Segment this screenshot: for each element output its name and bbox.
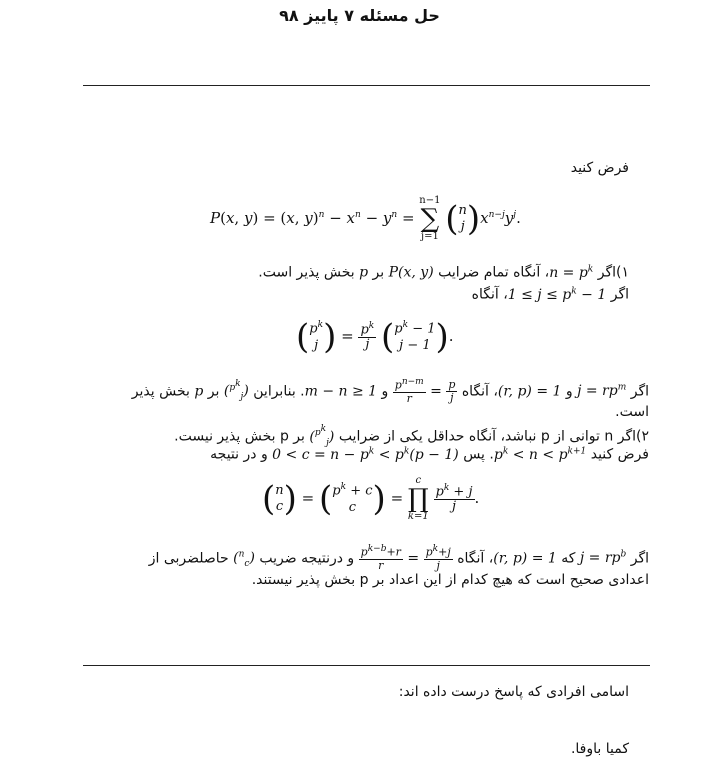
solvers-label: اسامی افرادی که پاسخ درست داده اند:: [398, 684, 629, 700]
page-title: حل مسئله ۷ پاییز ۹۸: [279, 6, 440, 25]
case1-line3: اگر $j = rp^m$ و (r, p) = 1، آنگاه $\frac{p}{j}$ = $\frac{p^{n-m}}{r}$ و m − n ≥ 1. بنابراین ($^{p^k}_j$) بر p بخش پذیر: [131, 377, 649, 405]
equation-binomial-identity: ($p^k$ j ) = $\frac{p^k}{j}$ ($p^k - 1$ j − 1 ).: [296, 317, 454, 357]
case1-line2: اگر $1 \le j \le p^k$ − 1، آنگاه: [471, 286, 629, 303]
case2-line3: اگر $j = rp^b$ که (r, p) = 1، آنگاه $\frac{p^k+j}{j}$ = $\frac{p^{k-b}+r}{r}$ و درنتیجه ضریب ($^n_c$) حاصلضربی از: [148, 544, 649, 572]
case1-line3-end: است.: [615, 404, 649, 420]
top-divider: [83, 85, 650, 86]
intro-text: فرض کنید: [570, 160, 629, 176]
solver-name: کمیا باوفا.: [570, 741, 629, 757]
case1-line1: ۱)اگر $n = p^k،$ آنگاه تمام ضرایب P(x, y) بر p بخش پذیر است.: [258, 264, 629, 281]
case2-line2: فرض کنید $p^k < n < p^{k+1}$. پس $0 < c = n - p^k < p^k(p - 1)$ و در نتیجه: [210, 446, 649, 463]
bottom-divider: [83, 665, 650, 666]
case2-line1: ۲)اگر n توانی از p نباشد، آنگاه حداقل یکی از ضرایب ($^{p^k}_j$) بر p بخش پذیر نیست.: [174, 424, 649, 448]
equation-product: (n $c) = (p^k + c$ c ) = c ∏ k=1 $\frac{p^k + j}{j}$ .: [262, 475, 480, 522]
equation-polynomial: P(x, y) = (x, $y)^n - x^n - y^n = n-1$ ∑ j=1 (n $j)x^{n-j}y^j$.: [210, 195, 521, 242]
case2-line4: اعدادی صحیح است که هیچ کدام از این اعداد بر p بخش پذیر نیستند.: [251, 572, 649, 588]
